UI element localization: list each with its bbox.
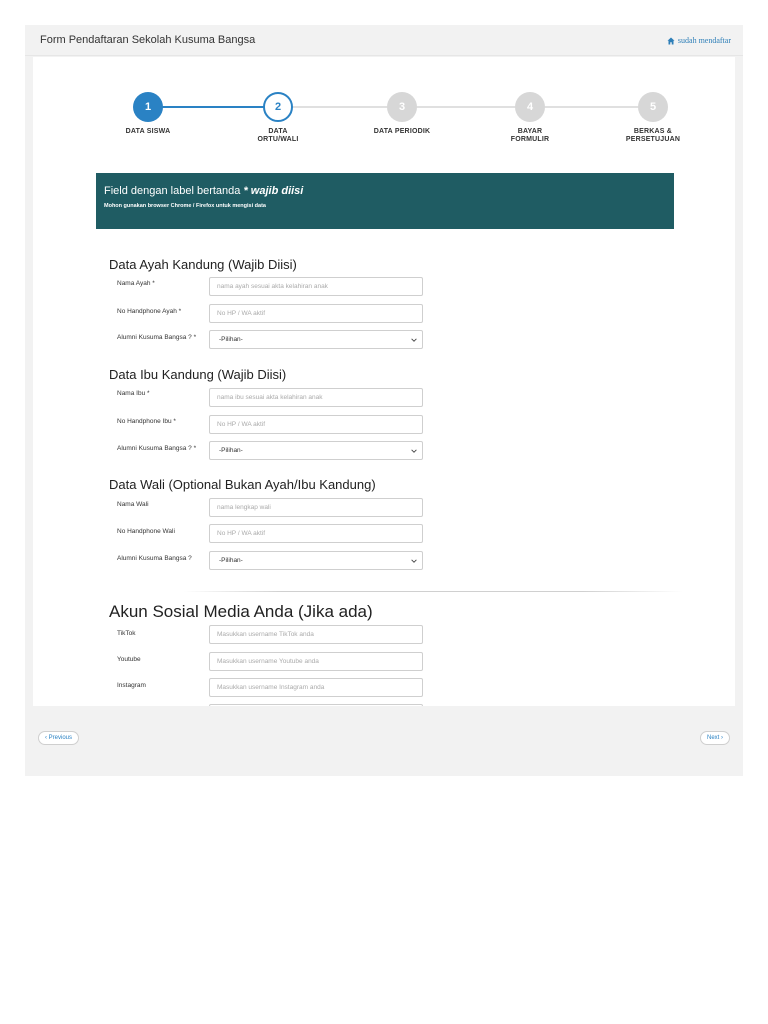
step-data-periodik[interactable] — [352, 92, 452, 136]
section-divider — [183, 591, 683, 592]
step-label-2: DATA ORTU/WALI — [257, 128, 299, 143]
nama-ibu-input[interactable] — [209, 388, 423, 407]
hp-ayah-input[interactable] — [209, 304, 423, 323]
step-number-2: 2 — [263, 92, 293, 122]
section-title-social: Akun Sosial Media Anda (Jika ada) — [109, 602, 373, 621]
step-number-5: 5 — [638, 92, 668, 122]
section-title-ibu: Data Ibu Kandung (Wajib Diisi) — [109, 367, 287, 382]
hp-ibu-input[interactable] — [209, 415, 423, 434]
section-title-ayah: Data Ayah Kandung (Wajib Diisi) — [109, 257, 297, 272]
home-icon — [667, 37, 675, 45]
next-button[interactable]: Next › — [700, 731, 730, 745]
label-hp-wali: No Handphone Wali — [117, 528, 175, 535]
label-nama-wali: Nama Wali — [117, 501, 149, 508]
page-title: Form Pendaftaran Sekolah Kusuma Bangsa — [40, 34, 256, 46]
step-label-3: DATA PERIODIK — [373, 128, 431, 135]
step-number-1: 1 — [133, 92, 163, 122]
step-data-siswa[interactable] — [98, 92, 198, 136]
form-panel — [33, 57, 735, 737]
step-number-3: 3 — [387, 92, 417, 122]
notice-line-2: Mohon gunakan browser Chrome / Firefox untuk mengisi data — [104, 203, 266, 209]
alumni-ibu-select[interactable] — [209, 441, 423, 460]
label-youtube: Youtube — [117, 656, 141, 663]
label-tiktok: TikTok — [117, 630, 136, 637]
youtube-input[interactable] — [209, 652, 423, 671]
previous-button[interactable]: ‹ Previous — [38, 731, 79, 745]
instagram-input[interactable] — [209, 678, 423, 697]
step-berkas-persetujuan[interactable] — [603, 92, 703, 144]
label-nama-ayah: Nama Ayah * — [117, 280, 155, 287]
chevron-down-icon — [411, 337, 417, 343]
label-instagram: Instagram — [117, 682, 146, 689]
already-registered-link[interactable] — [667, 36, 731, 45]
nama-wali-input[interactable] — [209, 498, 423, 517]
label-alumni-ibu: Alumni Kusuma Bangsa ? * — [117, 445, 197, 452]
label-hp-ibu: No Handphone Ibu * — [117, 418, 176, 425]
nama-ayah-input[interactable] — [209, 277, 423, 296]
alumni-wali-select[interactable] — [209, 551, 423, 570]
registration-card — [25, 25, 743, 776]
notice-line-1: Field dengan label bertanda * wajib diisi — [104, 185, 304, 197]
chevron-down-icon — [411, 558, 417, 564]
label-hp-ayah: No Handphone Ayah * — [117, 308, 182, 315]
section-title-wali: Data Wali (Optional Bukan Ayah/Ibu Kandung) — [109, 477, 376, 492]
label-alumni-ayah: Alumni Kusuma Bangsa ? * — [117, 334, 197, 341]
hp-wali-input[interactable] — [209, 524, 423, 543]
step-label-4: BAYAR FORMULIR — [510, 128, 550, 143]
alumni-ayah-value: -Pilihan- — [219, 336, 243, 343]
alumni-ayah-select[interactable] — [209, 330, 423, 349]
alumni-wali-value: -Pilihan- — [219, 557, 243, 564]
label-nama-ibu: Nama Ibu * — [117, 390, 150, 397]
tiktok-input[interactable] — [209, 625, 423, 644]
step-label-5: BERKAS & PERSETUJUAN — [625, 128, 681, 143]
step-bayar-formulir[interactable] — [480, 92, 580, 144]
chevron-down-icon — [411, 448, 417, 454]
step-number-4: 4 — [515, 92, 545, 122]
step-data-ortu-wali[interactable] — [228, 92, 328, 144]
already-registered-label: sudah mendaftar — [677, 36, 731, 45]
label-alumni-wali: Alumni Kusuma Bangsa ? — [117, 555, 192, 562]
step-label-1: DATA SISWA — [125, 128, 171, 135]
wizard-footer — [25, 706, 743, 776]
top-bar — [25, 25, 743, 56]
alumni-ibu-value: -Pilihan- — [219, 447, 243, 454]
wizard-stepper — [33, 57, 735, 157]
required-field-notice — [96, 173, 674, 229]
